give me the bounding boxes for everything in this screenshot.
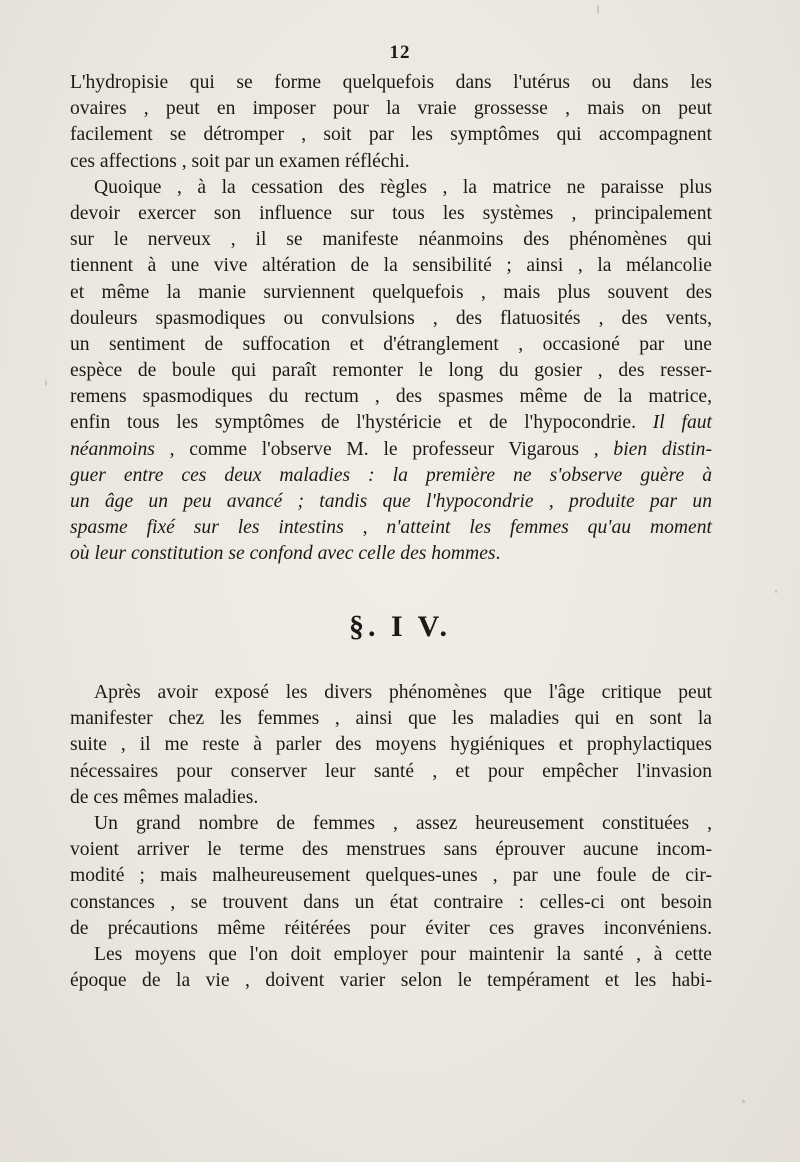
text-line: [70, 201, 712, 227]
text-line: [70, 410, 712, 436]
italic-text-segment: spasme fixé sur les intestins: [70, 517, 344, 539]
text-line: [70, 332, 712, 358]
text-line: [70, 785, 712, 811]
text-segment: nécessaires pour conserver leur santé , et pour empêcher l'invasion: [70, 760, 712, 782]
text-line: [70, 122, 712, 148]
text-segment: tiennent à une vive altération de la sensibilité ; ainsi , la mélancolie: [70, 255, 712, 277]
paper-speck: [597, 5, 599, 14]
text-segment: espèce de boule qui paraît remonter le long du gosier , des resser-: [70, 360, 712, 382]
text-line: [70, 149, 712, 175]
text-segment: modité ; mais malheureusement quelques-unes , par une foule de cir-: [70, 865, 712, 887]
text-line: [70, 916, 712, 942]
paper-speck: [45, 380, 47, 386]
text-segment: constances , se trouvent dans un état contraire : celles-ci ont besoin: [70, 891, 712, 913]
text-line: [70, 811, 712, 837]
italic-text-segment: néanmoins: [70, 438, 155, 460]
text-line: [70, 837, 712, 863]
text-segment: ,: [343, 517, 387, 539]
text-segment: remens spasmodiques du rectum , des spasmes même de la matrice,: [70, 386, 712, 408]
text-line: [70, 384, 712, 410]
text-segment: époque de la vie , doivent varier selon le tempérament et les habi-: [70, 970, 712, 992]
text-segment: Quoique , à la cessation des règles , la matrice ne paraisse plus: [94, 176, 712, 198]
paragraphs-before-section: [70, 70, 712, 568]
text-segment: ovaires , peut en imposer pour la vraie grossesse , mais on peut: [70, 98, 712, 120]
text-segment: .: [495, 543, 501, 565]
text-line: [70, 515, 712, 541]
text-segment: L'hydropisie qui se forme quelquefois dans l'utérus ou dans les: [70, 72, 712, 93]
text-line: [70, 489, 712, 515]
text-line: [70, 942, 712, 968]
text-segment: suite , il me reste à parler des moyens hygiéniques et prophylactiques: [70, 734, 712, 756]
text-line: [70, 680, 712, 706]
text-line: [70, 541, 712, 567]
text-line: [70, 227, 712, 253]
italic-text-segment: guer entre ces deux maladies : la première ne s'observe guère à: [70, 464, 712, 486]
page-number: 12: [389, 42, 411, 63]
text-segment: facilement se détromper , soit par les symptômes qui accompagnent: [70, 124, 712, 146]
text-segment: ces affections , soit par un examen réfléchi.: [70, 150, 410, 172]
text-line: [70, 358, 712, 384]
text-line: [70, 437, 712, 463]
text-line: [70, 463, 712, 489]
text-line: [70, 253, 712, 279]
italic-text-segment: Il faut: [652, 412, 712, 434]
text-segment: sur le nerveux , il se manifeste néanmoins des phénomènes qui: [70, 229, 712, 251]
text-segment: Les moyens que l'on doit employer pour maintenir la santé , à cette: [94, 943, 712, 965]
text-line: [70, 732, 712, 758]
paragraphs-after-section: [70, 680, 712, 994]
text-segment: manifester chez les femmes , ainsi que les maladies qui en sont la: [70, 708, 712, 730]
text-line: [70, 759, 712, 785]
text-segment: enfin tous les symptômes de l'hystéricie et de l'hypocondrie.: [70, 412, 653, 434]
text-line: [70, 175, 712, 201]
text-line: [70, 968, 712, 994]
text-segment: , comme l'observe M. le professeur Vigarous ,: [154, 438, 614, 460]
section-heading: §. I V.: [349, 610, 451, 643]
text-line: [70, 890, 712, 916]
text-segment: et même la manie surviennent quelquefois , mais plus souvent des: [70, 281, 712, 303]
italic-text-segment: où leur constitution se confond avec celle des hommes: [70, 543, 496, 565]
text-line: [70, 96, 712, 122]
text-line: [70, 70, 712, 96]
italic-text-segment: n'atteint les femmes qu'au moment: [386, 517, 712, 539]
text-segment: un sentiment de suffocation et d'étranglement , occasioné par une: [70, 333, 712, 355]
text-segment: de ces mêmes maladies.: [70, 786, 259, 808]
text-segment: de précautions même réitérées pour éviter ces graves inconvéniens.: [70, 917, 712, 939]
text-line: [70, 706, 712, 732]
paper-speck: [775, 590, 777, 593]
text-segment: Un grand nombre de femmes , assez heureusement constituées ,: [94, 812, 712, 834]
text-line: [70, 280, 712, 306]
text-line: [70, 863, 712, 889]
paper-speck: [742, 1100, 745, 1103]
text-segment: voient arriver le terme des menstrues sans éprouver aucune incom-: [70, 839, 712, 861]
italic-text-segment: bien distin-: [613, 438, 712, 460]
text-line: [70, 306, 712, 332]
text-segment: devoir exercer son influence sur tous les systèmes , principalement: [70, 202, 712, 224]
italic-text-segment: un âge un peu avancé ; tandis que l'hypocondrie , produite par un: [70, 491, 712, 512]
text-segment: Après avoir exposé les divers phénomènes que l'âge critique peut: [94, 682, 712, 703]
text-segment: douleurs spasmodiques ou convulsions , des flatuosités , des vents,: [70, 307, 712, 329]
